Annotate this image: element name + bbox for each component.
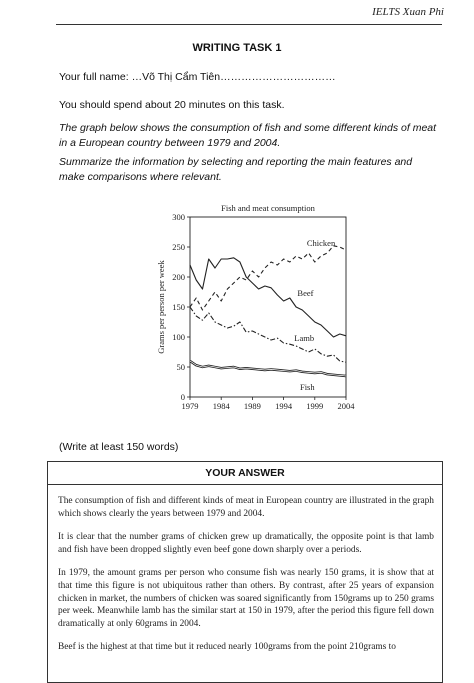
task-prompt: The graph below shows the consumption of fish and some different kinds of meat in a European country between 1979 and 2004. bbox=[59, 122, 437, 149]
line-chart bbox=[140, 200, 370, 425]
y-tick-label: 100 bbox=[172, 332, 185, 342]
word-count-note: (Write at least 150 words) bbox=[59, 441, 179, 453]
series-line-chicken bbox=[190, 246, 346, 310]
answer-paragraph: Beef is the highest at that time but it reduced nearly 100grams from the point 210grams to bbox=[58, 642, 396, 653]
task-title: WRITING TASK 1 bbox=[192, 42, 282, 54]
y-tick-label: 0 bbox=[180, 392, 185, 402]
chart-title: Fish and meat consumption bbox=[221, 203, 315, 213]
x-tick-label: 1994 bbox=[275, 401, 293, 411]
answer-paragraph: In 1979, the amount grams per person who consume fish was nearly 150 grams, it is show that at that time this figure is not ubiquitous rather than others. By contrast, after 25 years of expansion chicken in market, the numbers of chicken was soared significantly from 150grams up to 250 grams per week. Meanwhile lamb has the similar start at 150 in 1979, after the period this figure fell down dramatically at only 60grams in 2004. bbox=[58, 568, 434, 629]
series-label-beef: Beef bbox=[297, 288, 314, 299]
header-rule bbox=[56, 24, 442, 25]
time-instruction: You should spend about 20 minutes on this task. bbox=[59, 99, 285, 111]
x-tick-label: 1984 bbox=[212, 401, 230, 411]
answer-paragraph: The consumption of fish and different kinds of meat in European country are illustrated in the graph which shows clearly the years between 1979 and 2004. bbox=[58, 496, 434, 519]
series-label-fish: Fish bbox=[299, 381, 315, 392]
y-tick-label: 300 bbox=[172, 212, 185, 222]
x-tick-label: 1989 bbox=[243, 401, 261, 411]
series-line-lamb bbox=[190, 307, 346, 362]
y-axis-label: Grams per person per week bbox=[156, 260, 166, 354]
series-line-beef bbox=[190, 258, 346, 337]
series-label-lamb: Lamb bbox=[294, 333, 315, 344]
series-label-chicken: Chicken bbox=[306, 237, 336, 248]
y-tick-label: 200 bbox=[172, 272, 185, 282]
y-tick-label: 250 bbox=[172, 242, 185, 252]
y-tick-label: 150 bbox=[172, 302, 185, 312]
answer-body bbox=[48, 485, 442, 654]
series-line-fish bbox=[190, 361, 346, 376]
summarize-instruction: Summarize the information by selecting and reporting the main features and make comparisons where relevant. bbox=[59, 156, 413, 183]
full-name-line: Your full name: …Võ Thị Cẩm Tiên…………………………… bbox=[59, 71, 336, 83]
x-tick-label: 1999 bbox=[306, 401, 324, 411]
answer-heading: YOUR ANSWER bbox=[48, 462, 442, 485]
x-tick-label: 2004 bbox=[337, 401, 355, 411]
answer-box bbox=[47, 461, 443, 683]
header-tag: IELTS Xuan Phi bbox=[372, 6, 444, 18]
answer-paragraph: It is clear that the number grams of chicken grew up dramatically, the opposite point is that lamb and fish have been dropped slightly even beef gone down sharply over a periods. bbox=[58, 532, 434, 555]
y-tick-label: 50 bbox=[176, 362, 185, 372]
x-tick-label: 1979 bbox=[181, 401, 199, 411]
